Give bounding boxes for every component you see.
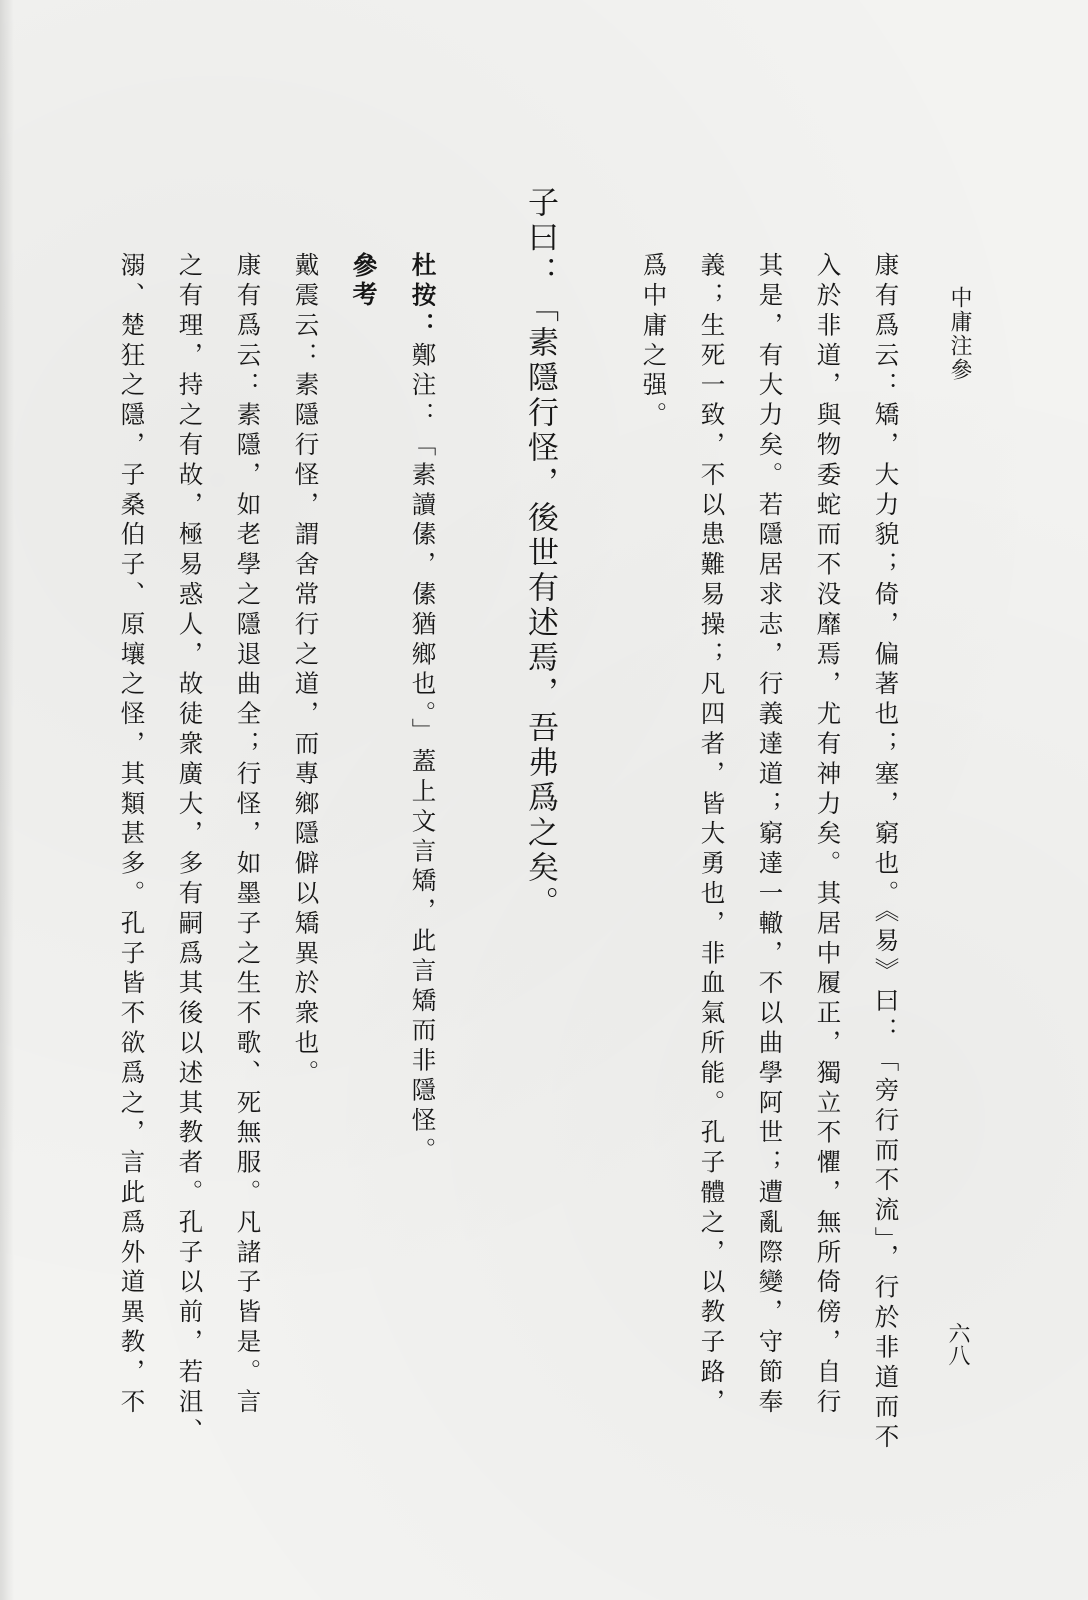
commentary-line-4: 義；生死一致，不以患難易操；凡四者，皆大勇也，非血氣所能。孔子體之，以教子路， xyxy=(697,252,727,1419)
dai-zhen-commentary: 戴震云：素隱行怪，謂舍常行之道，而專鄉隱僻以矯異於衆也。 xyxy=(291,252,321,1090)
scan-shadow-edge xyxy=(0,0,14,1600)
main-passage: 子曰：「素隱行怪，後世有述焉，吾弗爲之矣。 xyxy=(522,186,558,921)
commentary-line-5: 爲中庸之强。 xyxy=(639,252,669,432)
running-header-title: 中庸注參 xyxy=(947,286,972,382)
commentary-line-3: 其是，有大力矣。若隱居求志，行義達道；窮達一轍，不以曲學阿世；遭亂際變，守節奉 xyxy=(755,252,785,1419)
kang-commentary-2-line-3: 溺、楚狂之隱，子桑伯子、原壤之怪，其類甚多。孔子皆不欲爲之，言此爲外道異教，不 xyxy=(117,252,147,1419)
commentary-line-1: 康有爲云：矯，大力貌；倚，偏著也；塞，窮也。《易》曰：「旁行而不流」，行於非道而不 xyxy=(871,252,901,1454)
commentary-line-2: 入於非道，與物委蛇而不没靡焉，尤有神力矣。其居中履正，獨立不懼，無所倚傍，自行 xyxy=(813,252,843,1419)
kang-commentary-2-line-1: 康有爲云：素隱，如老學之隱退曲全；行怪，如墨子之生不歌、死無服。凡諸子皆是。言 xyxy=(233,252,263,1419)
editor-note xyxy=(408,252,438,1167)
reference-section-label: 參考 xyxy=(349,252,378,310)
kang-commentary-2-line-2: 之有理，持之有故，極易惑人，故徒衆廣大，多有嗣爲其後以述其教者。孔子以前，若沮、 xyxy=(175,252,205,1448)
editor-note-label: 杜按： xyxy=(408,252,438,342)
editor-note-text: 鄭注：「素讀傃，傃猶鄉也。」蓋上文言矯，此言矯而非隱怪。 xyxy=(408,341,438,1167)
page-number: 六八 xyxy=(945,1322,970,1366)
